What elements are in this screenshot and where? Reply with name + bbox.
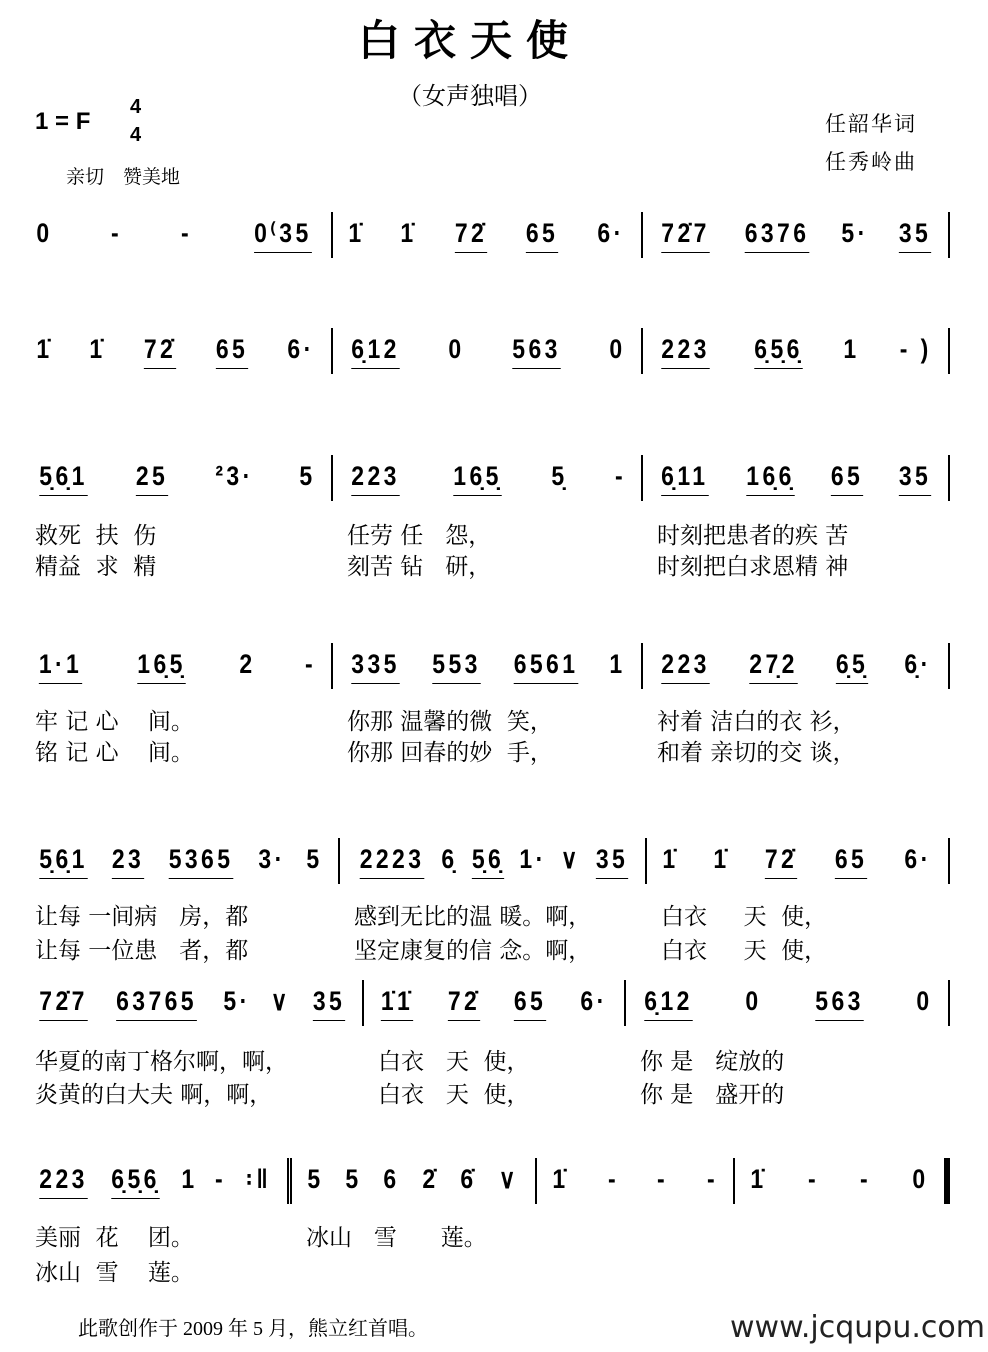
note-group: 5̣6̣1 [39,844,88,879]
lyric-segment: 任劳 任 怨， [347,523,492,549]
note-group: - [180,218,192,248]
notation-row [35,838,950,884]
song-subtitle: （女声独唱） [398,82,542,110]
lyric-line-1 [35,703,950,736]
note-group: 1 [609,649,626,679]
note-group: - [614,461,627,491]
note-group: - [111,218,123,248]
measure [333,328,643,374]
note-group: 35 [313,986,345,1021]
note-group: 1̇ [348,218,365,248]
measure [333,455,643,501]
notation-row [35,1158,950,1204]
lyric-segment: 精益 求 精 [35,554,157,580]
lyric-segment: 白衣 天 使， [378,1082,530,1108]
notation-row [35,455,950,501]
measure [647,838,950,884]
measure [292,1158,537,1204]
note-group: - [807,1164,820,1194]
measure [35,838,340,884]
measure [35,328,333,374]
note-group: 35 [899,218,931,253]
note-group: 0 [916,986,933,1016]
note-group: - ) [899,334,932,364]
lyric-segment: 感到无比的温 暖。啊， [354,904,592,930]
lyric-segment: 白衣 天 使， [661,938,828,964]
note-group: 72̇ [144,334,176,369]
note-group: 1̇ [750,1164,767,1194]
note-group: 27̣2 [749,649,798,684]
note-group: 0 [745,986,762,1016]
note-group: 72̇7 [39,986,88,1021]
note-group: 5̣ [551,461,568,491]
note-group: ꞉‖ [244,1164,271,1194]
lyric-segment: 衬着 洁白的衣 衫， [657,709,856,735]
measure [643,212,950,258]
note-group: 6· [904,844,932,874]
lyric-segment [292,1254,537,1287]
footer-note: 此歌创作于 2009 年 5 月，熊立红首唱。 [78,1318,428,1340]
note-group: 6· [287,334,315,364]
note-group: 63765 [116,986,197,1021]
note-group: 1·1 [39,649,82,684]
note-group: 1 [181,1164,198,1194]
lyric-segment: 让每 一位患 者，都 [35,938,249,964]
note-group: ∨ [560,844,582,874]
note-group: 0 [912,1164,929,1194]
measure [643,643,950,689]
measure [35,980,364,1026]
lyric-segment: 你 是 盛开的 [640,1082,785,1108]
note-group: - [859,1164,871,1194]
note-group: ∨ [498,1164,520,1194]
note-group: 6̇ [460,1164,477,1194]
lyric-segment: 白衣 天 使， [661,904,828,930]
note-group: 65 [526,218,558,253]
lyricist-credit: 任韶华词 [825,112,917,136]
note-group: 223 [661,334,710,369]
note-group: 3· [258,844,286,874]
note-group: 72̇ [455,218,487,253]
note-group: - [304,649,316,679]
lyric-segment: 时刻把患者的疾 苦 [657,523,849,549]
composer-credit: 任秀岭曲 [825,150,917,174]
note-group: 65 [835,844,867,879]
lyric-segment: 让每 一间病 房，都 [35,904,249,930]
note-group: 65 [831,461,863,496]
note-group: 6̣· [904,649,932,679]
note-group: 6̣ [441,844,458,874]
lyric-segment: 时刻把白求恩精 神 [657,554,849,580]
measure [643,328,950,374]
lyric-line-2 [35,932,950,965]
note-group: 72̇ [448,986,480,1021]
lyric-line-1 [35,517,950,550]
note-group: 2 [239,649,256,679]
note-group: 6̣12 [351,334,400,369]
time-signature-bottom: 4 [130,124,142,146]
lyric-line-2 [35,1076,950,1109]
note-group: - [657,1164,669,1194]
note-group: 5 [307,1164,324,1194]
measure [333,643,643,689]
lyric-segment: 白衣 天 使， [378,1049,530,1075]
lyric-line-1 [35,898,950,931]
note-group: 72̇7 [661,218,710,253]
notation-row [35,212,950,258]
note-group: 5 [306,844,323,874]
note-group: 5̣6̣1 [39,461,88,496]
notation-row [35,643,950,689]
lyric-line-2 [35,734,950,767]
lyric-segment: 和着 亲切的交 谈， [657,740,856,766]
note-group: 6̣5̣ [836,649,868,684]
lyric-segment [537,1219,735,1252]
note-group: 6 [383,1164,401,1194]
note-group: 6̣11 [661,461,708,496]
tempo-marking: 亲切 赞美地 [66,166,181,188]
note-group: 5· [223,986,251,1016]
note-group: 6̣12 [644,986,693,1021]
lyric-segment [537,1254,735,1287]
note-group: - [215,1164,227,1194]
lyric-line-1 [35,1043,950,1076]
note-group: 35 [596,844,628,879]
lyric-segment: 炎黄的白大夫 啊，啊， [35,1082,273,1108]
measure [643,455,950,501]
note-group: 1̇ [400,218,418,248]
measure [35,212,333,258]
note-group: 223 [351,461,400,496]
note-group: 0 [609,334,626,364]
note-group: 553 [432,649,481,684]
notation-row [35,328,950,374]
lyric-segment: 你那 回春的妙 手， [347,740,553,766]
time-signature-top: 4 [130,96,142,118]
note-group: 1 [843,334,860,364]
note-group: 35 [899,461,931,496]
measure [626,980,950,1026]
lyric-segment: 救死 扶 伤 [35,523,157,549]
lyric-segment: 铭 记 心 间。 [35,740,194,766]
measure [340,838,647,884]
note-group: ²3· [215,461,254,491]
lyric-line-2 [35,548,950,581]
note-group: 1̇ [89,334,106,364]
lyric-segment: 冰山 雪 莲。 [306,1225,487,1251]
note-group: 335 [351,649,400,684]
lyric-segment: 坚定康复的信 念。啊， [354,938,592,964]
note-group: 72̇ [765,844,797,879]
lyric-segment [735,1219,950,1252]
measure [537,1158,735,1204]
key-signature: 1 = F [35,108,91,135]
lyric-segment: 刻苦 钻 研， [347,554,492,580]
note-group: 223 [661,649,710,684]
note-group: 563 [513,334,562,369]
note-group: 0⁽35 [254,218,312,253]
note-group: 65 [514,986,546,1021]
note-group: 1̇1̇ [381,986,413,1021]
note-group: 5· [841,218,869,248]
note-group: 5365 [169,844,234,879]
note-group: - [607,1164,619,1194]
note-group: 16̣6̣ [746,461,795,496]
note-group: 6561 [514,649,579,684]
note-group: 6376 [744,218,809,253]
lyric-segment: 冰山 雪 莲。 [35,1260,194,1286]
lyric-segment: 你 是 绽放的 [640,1049,785,1075]
note-group: 23 [112,844,144,879]
note-group: 5 [299,461,316,491]
note-group: 6̣5̣6̣ [754,334,803,369]
note-group: 223 [39,1164,88,1199]
note-group: 16̣5̣ [453,461,502,496]
measure [333,212,643,258]
lyric-segment: 华夏的南丁格尔啊，啊， [35,1049,288,1075]
measure [35,1158,292,1204]
note-group: ∨ [271,986,292,1016]
note-group: 1̇ [36,334,53,364]
note-group: 1̇ [662,844,679,874]
measure [35,455,333,501]
note-group: 2̇ [422,1164,439,1194]
watermark: www.jcqupu.com [730,1310,985,1345]
note-group: 1̇ [552,1164,569,1194]
note-group: 5 [345,1164,362,1194]
note-group: 2223 [360,844,425,879]
note-group: 0 [448,334,465,364]
note-group: 65 [216,334,248,369]
note-group: 25 [136,461,168,496]
lyric-segment [735,1254,950,1287]
notation-row [35,980,950,1026]
note-group: 6· [580,986,608,1016]
lyric-line-2 [35,1254,950,1287]
lyric-segment: 牢 记 心 间。 [35,709,194,735]
note-group: 563 [815,986,864,1021]
measure [364,980,626,1026]
note-group: 6̣5̣6̣ [112,1164,161,1199]
lyric-segment: 美丽 花 团。 [35,1225,194,1251]
note-group: 5̣6̣ [472,844,504,879]
measure [735,1158,950,1204]
song-title: 白衣天使 [357,16,582,65]
note-group: - [706,1164,719,1194]
measure [35,643,333,689]
note-group: 1· [519,844,547,874]
note-group: 6· [597,218,625,248]
lyric-line-1 [35,1219,950,1252]
note-group: 16̣5̣ [138,649,187,684]
note-group: 0 [36,218,53,248]
note-group: 1̇ [713,844,730,874]
lyric-segment: 你那 温馨的微 笑， [347,709,553,735]
